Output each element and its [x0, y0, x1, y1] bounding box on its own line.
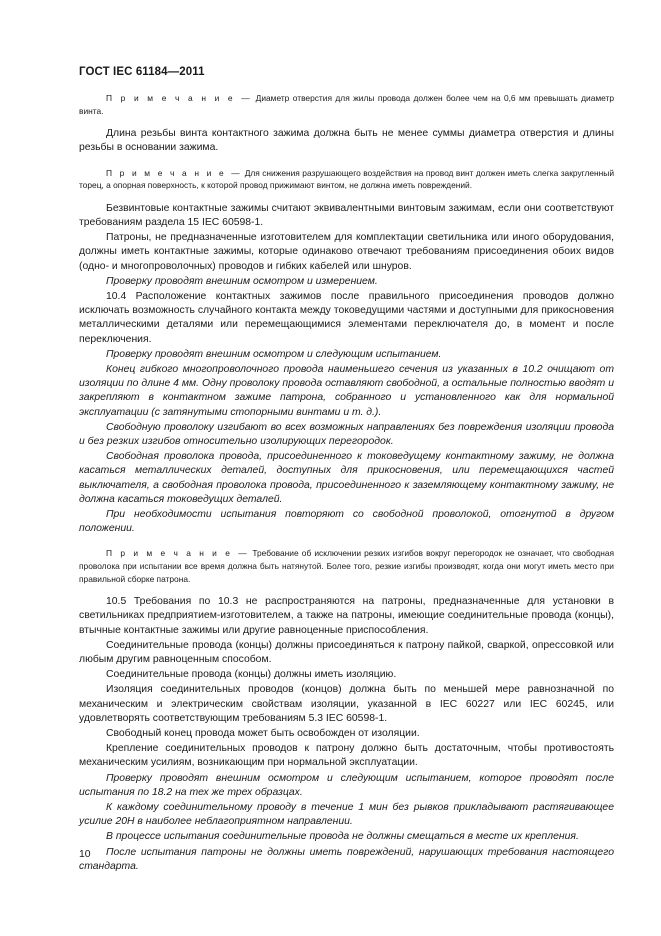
note-label: П р и м е ч а н и е — [106, 548, 250, 559]
test-method-paragraph: После испытания патроны не должны иметь повреждений, нарушающих требования настоящего стандарта. [79, 846, 614, 872]
body-paragraph: Безвинтовые контактные зажимы считают эквивалентными винтовым зажимам, если они соответствуют требованиям раздела 15 IEC 60598-1. [79, 202, 614, 228]
test-method-paragraph: В процессе испытания соединительные провода не должны смещаться в месте их крепления. [106, 831, 579, 843]
document-header: ГОСТ IEC 61184—2011 [79, 66, 205, 78]
body-paragraph: Изоляция соединительных проводов (концов) должна быть по меньшей мере равнозначной по механическим и электрическим свойствам изоляции, указанной в IEC 60227 или IEC 60245, или удовлетворять соответствующим требованиям 5.3 IEC 60598-1. [79, 684, 614, 724]
note-label: П р и м е ч а н и е — [106, 167, 243, 178]
test-method-paragraph: К каждому соединительному проводу в течение 1 мин без рывков прикладывают растягивающее усилие 20Н в наиболее неблагоприятном направлении. [79, 802, 614, 828]
section-10-5-paragraph: 10.5 Требования по 10.3 не распространяются на патроны, предназначенные для установки в светильниках предприятием-изготовителем, а также на патроны, имеющие соединительные провода (концы), втычные контактные зажимы или другие равноценные приспособления. [79, 596, 614, 636]
test-method-paragraph: Свободная проволока провода, присоединенного к токоведущему контактному зажиму, не должна касаться металлических деталей, доступных для прикосновения, или перемещающихся частей выключателя, а свободная проволока провода, присоединенного к заземляющему контактному зажиму, не должна касаться токоведущих деталей. [79, 451, 614, 505]
note-text: Требование об исключении резких изгибов вокруг перегородок не означает, что свободная проволока при испытании все время должна быть натянутой. Более того, резкие изгибы производят, когда они могут иметь место при правильной сборке патрона. [79, 548, 615, 584]
body-paragraph: Соединительные провода (концы) должны присоединяться к патрону пайкой, сваркой, опрессовкой или любым другим равноценным способом. [79, 639, 614, 666]
note-text: Диаметр отверстия для жилы провода должен более чем на 0,6 мм превышать диаметр винта. [79, 93, 615, 116]
page-number: 10 [79, 849, 91, 860]
test-method-paragraph: Проверку проводят внешним осмотром и измерением. [106, 275, 378, 287]
note-text: Для снижения разрушающего воздействия на провод винт должен иметь слегка закругленный торец, а опорная поверхность, к которой провод прижимают винтом, не должна иметь повреждений. [79, 167, 614, 191]
note-label: П р и м е ч а н и е — [106, 93, 253, 103]
body-paragraph: Соединительные провода (концы) должны иметь изоляцию. [106, 669, 397, 681]
body-paragraph: Патроны, не предназначенные изготовителем для комплектации светильника или иного оборудования, должны иметь контактные зажимы, которые одинаково отвечают требованиям присоединения обоих видов (одно- и многопроволочных) проводов и гибких кабелей или шнуров. [79, 232, 614, 272]
note-paragraph [79, 92, 614, 117]
section-10-4-paragraph: 10.4 Расположение контактных зажимов после правильного присоединения проводов должно исключать возможность случайного контакта между токоведущими частями и доступными для прикосновения металлическими деталями или перемещающимися элементами переключателя до, в момент и после переключения. [79, 291, 614, 345]
document-body [79, 92, 614, 875]
test-method-paragraph: Проверку проводят внешним осмотром и следующим испытанием. [106, 348, 442, 360]
test-method-paragraph: Свободную проволоку изгибают во всех возможных направлениях без повреждения изоляции провода и без резких изгибов относительно изолирующих перегородок. [79, 421, 614, 448]
test-method-paragraph: При необходимости испытания повторяют со свободной проволокой, отогнутой в другом положении. [79, 509, 614, 535]
body-paragraph: Свободный конец провода может быть освобожден от изоляции. [106, 728, 420, 740]
test-method-paragraph: Конец гибкого многопроволочного провода наименьшего сечения из указанных в 10.2 очищают от изоляции по длине 4 мм. Одну проволоку провода оставляют свободной, а остальные полностью вводят и закрепляют в контактном зажиме патрона, собранного и установленного как для нормальной эксплуатации (с затянутыми стопорными винтами и т. д.). [79, 364, 614, 418]
test-method-paragraph: Проверку проводят внешним осмотром и следующим испытанием, которое проводят после испытания по 18.2 на тех же трех образцах. [79, 772, 614, 798]
note-paragraph [79, 547, 614, 585]
note-paragraph [79, 167, 614, 192]
body-paragraph: Крепление соединительных проводов к патрону должно быть достаточным, чтобы противостоять механическим усилиям, возникающим при нормальной эксплуатации. [79, 743, 614, 769]
body-paragraph: Длина резьбы винта контактного зажима должна быть не менее суммы диаметра отверстия и длины резьбы в основании зажима. [79, 128, 614, 154]
